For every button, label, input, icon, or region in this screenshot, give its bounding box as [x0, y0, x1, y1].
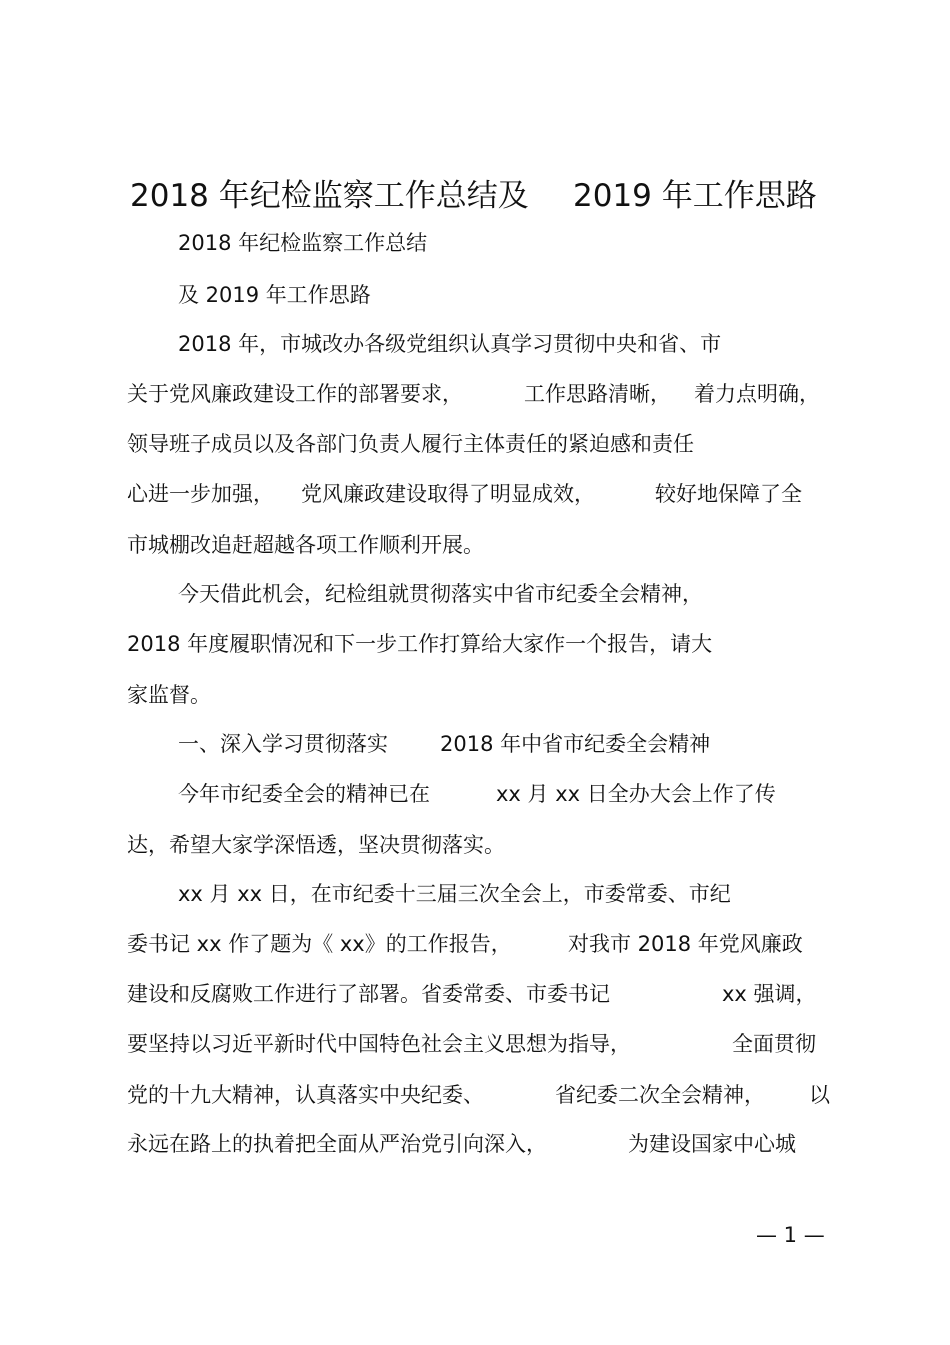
paragraph-line: xx 强调， [722, 982, 817, 1006]
section-heading-1-cont: 2018 年中省市纪委全会精神 [440, 732, 711, 756]
subtitle-line-1: 2018 年纪检监察工作总结 [178, 231, 428, 255]
paragraph-line: 达，希望大家学深悟透，坚决贯彻落实。 [127, 833, 505, 857]
paragraph-line: 心进一步加强， [127, 482, 274, 506]
paragraph-line: 着力点明确， [694, 382, 820, 406]
paragraph-line: 委书记 xx 作了题为《 xx》的工作报告， [127, 932, 512, 956]
paragraph-line: 要坚持以习近平新时代中国特色社会主义思想为指导， [127, 1032, 631, 1056]
section-heading-1: 一、深入学习贯彻落实 [178, 732, 388, 756]
paragraph-line: 党风廉政建设取得了明显成效， [301, 482, 595, 506]
paragraph-line: 2018 年，市城改办各级党组织认真学习贯彻中央和省、市 [178, 332, 722, 356]
paragraph-line: 家监督。 [127, 683, 211, 707]
page-number: — 1 — [756, 1223, 825, 1247]
paragraph-line: 领导班子成员以及各部门负责人履行主体责任的紧迫感和责任 [127, 432, 694, 456]
paragraph-line: 关于党风廉政建设工作的部署要求， [127, 382, 463, 406]
paragraph-line: 全面贯彻 [732, 1032, 816, 1056]
paragraph-line: 为建设国家中心城 [628, 1132, 796, 1156]
paragraph-line: 对我市 2018 年党风廉政 [568, 932, 803, 956]
paragraph-line: 以 [809, 1083, 830, 1107]
paragraph-line: 2018 年度履职情况和下一步工作打算给大家作一个报告，请大 [127, 632, 713, 656]
title-part-1: 2018 年纪检监察工作总结及 [130, 178, 529, 214]
title-part-2: 2019 年工作思路 [573, 178, 817, 214]
document-title [0, 172, 950, 220]
paragraph-line: 省纪委二次全会精神， [555, 1083, 765, 1107]
paragraph-line: 今年市纪委全会的精神已在 [178, 782, 430, 806]
paragraph-line: 较好地保障了全 [655, 482, 802, 506]
paragraph-line: 永远在路上的执着把全面从严治党引向深入， [127, 1132, 547, 1156]
paragraph-line: 工作思路清晰， [524, 382, 671, 406]
paragraph-line: 党的十九大精神，认真落实中央纪委、 [127, 1083, 484, 1107]
paragraph-line: 市城棚改追赶超越各项工作顺利开展。 [127, 533, 484, 557]
paragraph-line: xx 月 xx 日，在市纪委十三届三次全会上，市委常委、市纪 [178, 882, 731, 906]
paragraph-line: xx 月 xx 日全办大会上作了传 [496, 782, 776, 806]
paragraph-line: 建设和反腐败工作进行了部署。省委常委、市委书记 [127, 982, 610, 1006]
paragraph-line: 今天借此机会，纪检组就贯彻落实中省市纪委全会精神， [178, 582, 703, 606]
subtitle-line-2: 及 2019 年工作思路 [178, 283, 371, 307]
